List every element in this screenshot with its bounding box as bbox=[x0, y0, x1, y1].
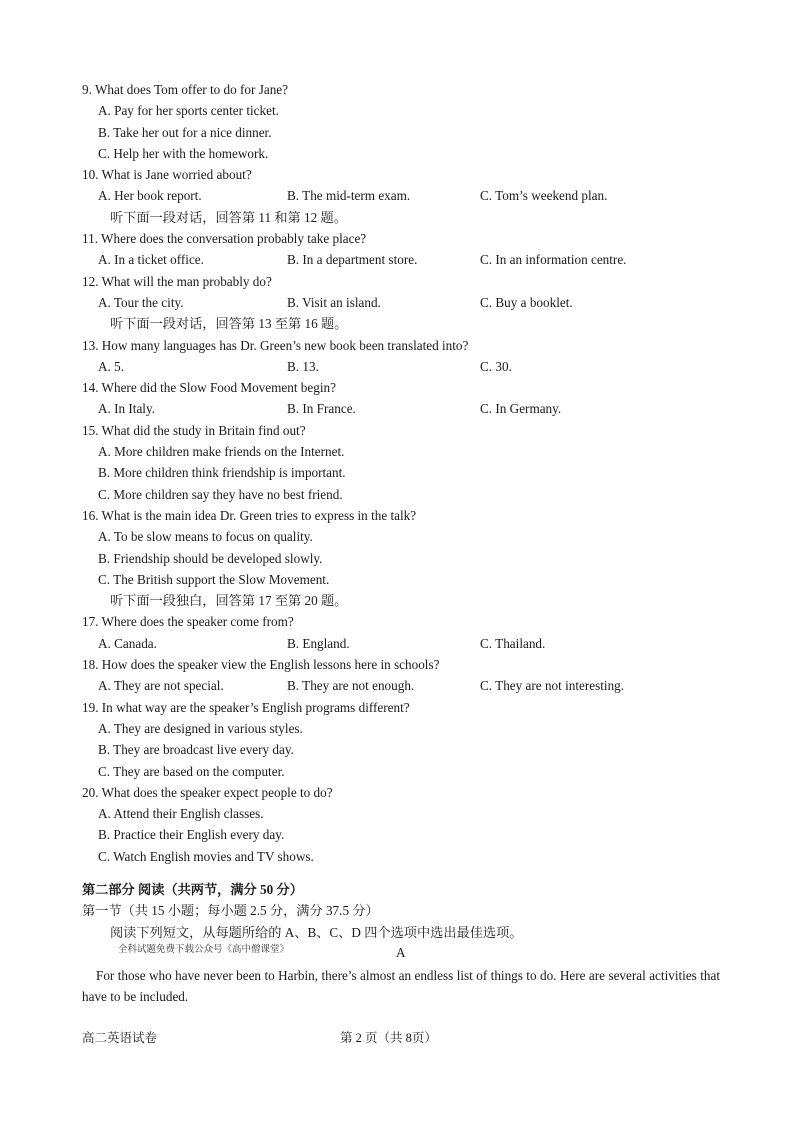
answer-option: B. They are not enough. bbox=[287, 678, 415, 694]
answer-option: C. They are based on the computer. bbox=[98, 763, 285, 779]
answer-options-row bbox=[82, 398, 722, 419]
answer-option: B. The mid-term exam. bbox=[287, 188, 411, 204]
answer-option: A. 5. bbox=[98, 358, 125, 374]
answer-option: B. In France. bbox=[287, 401, 356, 417]
reading-instruction: 阅读下列短文，从每题所给的 A、B、C、D 四个选项中选出最佳选项。 bbox=[110, 924, 523, 940]
spacer bbox=[82, 867, 722, 879]
answer-option: B. More children think friendship is important. bbox=[98, 465, 346, 481]
answer-option: A. They are designed in various styles. bbox=[98, 720, 303, 736]
answer-option: C. 30. bbox=[480, 358, 512, 374]
answer-option: C. In Germany. bbox=[480, 401, 562, 417]
listening-instruction: 听下面一段对话，回答第 11 和第 12 题。 bbox=[110, 209, 347, 225]
answer-option: A. Canada. bbox=[98, 635, 157, 651]
listening-instruction: 听下面一段对话，回答第 13 至第 16 题。 bbox=[110, 316, 348, 332]
section-title: 第二部分 阅读（共两节，满分 50 分） bbox=[82, 881, 303, 897]
answer-option: C. Tom’s weekend plan. bbox=[480, 188, 608, 204]
watermark-text: 全科试题免费下载公众号《高中僧课堂》 bbox=[118, 944, 290, 955]
question-stem: 10. What is Jane worried about? bbox=[82, 167, 252, 183]
answer-option: C. Thailand. bbox=[480, 635, 546, 651]
question-stem: 17. Where does the speaker come from? bbox=[82, 614, 294, 630]
answer-option: B. England. bbox=[287, 635, 350, 651]
question-stem: 16. What is the main idea Dr. Green tries to express in the talk? bbox=[82, 507, 417, 523]
page-content bbox=[82, 79, 722, 1007]
answer-option: A. Tour the city. bbox=[98, 294, 184, 310]
listening-instruction: 听下面一段独白，回答第 17 至第 20 题。 bbox=[110, 593, 348, 609]
answer-option: C. In an information centre. bbox=[480, 252, 627, 268]
answer-option: C. Help her with the homework. bbox=[98, 145, 269, 161]
section-subtitle: 第一节（共 15 小题；每小题 2.5 分，满分 37.5 分） bbox=[82, 903, 379, 919]
passage-paragraph: For those who have never been to Harbin, there’s almost an endless list of things to do. Here are several activities that have to be included. bbox=[82, 967, 720, 1005]
watermark-row bbox=[82, 943, 722, 959]
question-stem: 20. What does the speaker expect people to do? bbox=[82, 784, 333, 800]
answer-option: A. In Italy. bbox=[98, 401, 156, 417]
answer-option: C. The British support the Slow Movement. bbox=[98, 571, 330, 587]
question-stem: 15. What did the study in Britain find out? bbox=[82, 422, 306, 438]
answer-option: C. They are not interesting. bbox=[480, 678, 625, 694]
answer-option: C. More children say they have no best friend. bbox=[98, 486, 343, 502]
answer-options-row bbox=[82, 292, 722, 313]
answer-options-row bbox=[82, 185, 722, 206]
answer-option: C. Buy a booklet. bbox=[480, 294, 573, 310]
question-stem: 12. What will the man probably do? bbox=[82, 273, 272, 289]
question-stem: 13. How many languages has Dr. Green’s new book been translated into? bbox=[82, 337, 469, 353]
footer-paper-name: 高二英语试卷 bbox=[82, 1031, 158, 1045]
answer-options-row bbox=[82, 356, 722, 377]
answer-option: B. Visit an island. bbox=[287, 294, 381, 310]
answer-option: A. Pay for her sports center ticket. bbox=[98, 103, 279, 119]
question-stem: 9. What does Tom offer to do for Jane? bbox=[82, 82, 288, 97]
answer-option: B. Take her out for a nice dinner. bbox=[98, 124, 272, 140]
answer-option: A. More children make friends on the Internet. bbox=[98, 444, 345, 460]
answer-option: A. Her book report. bbox=[98, 188, 202, 204]
question-stem: 14. Where did the Slow Food Movement begin? bbox=[82, 380, 336, 396]
passage-label: A bbox=[396, 944, 406, 960]
answer-options-row bbox=[82, 675, 722, 696]
answer-option: B. In a department store. bbox=[287, 252, 418, 268]
answer-option: A. In a ticket office. bbox=[98, 252, 204, 268]
question-stem: 11. Where does the conversation probably take place? bbox=[82, 231, 367, 247]
answer-options-row bbox=[82, 633, 722, 654]
answer-option: B. 13. bbox=[287, 358, 319, 374]
answer-option: B. Practice their English every day. bbox=[98, 827, 285, 843]
answer-option: A. To be slow means to focus on quality. bbox=[98, 529, 313, 545]
answer-option: C. Watch English movies and TV shows. bbox=[98, 848, 314, 864]
question-stem: 18. How does the speaker view the English lessons here in schools? bbox=[82, 657, 440, 673]
page-footer bbox=[82, 1028, 722, 1050]
footer-page-number: 第 2 页（共 8页） bbox=[340, 1031, 437, 1045]
answer-options-row bbox=[82, 249, 722, 270]
question-stem: 19. In what way are the speaker’s English programs different? bbox=[82, 699, 410, 715]
answer-option: A. Attend their English classes. bbox=[98, 806, 264, 822]
answer-option: A. They are not special. bbox=[98, 678, 224, 694]
answer-option: B. They are broadcast live every day. bbox=[98, 742, 294, 758]
answer-option: B. Friendship should be developed slowly. bbox=[98, 550, 323, 566]
